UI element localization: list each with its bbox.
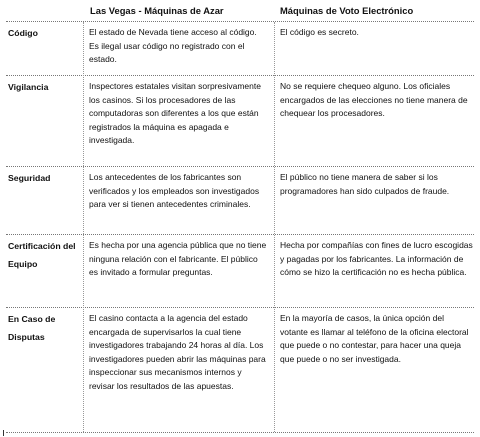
- cell-voting: No se requiere chequeo alguno. Los oficiales encargados de las elecciones no tiene manera de chequear los procesadores.: [280, 81, 468, 119]
- row-divider: [6, 234, 474, 235]
- cell-voting: El código es secreto.: [280, 27, 359, 37]
- row-label-vigilancia: Vigilancia: [8, 82, 49, 92]
- row-label-codigo: Código: [8, 28, 38, 38]
- row-label-seguridad: Seguridad: [8, 173, 51, 183]
- column-divider: [274, 22, 275, 432]
- cell-las-vegas: Los antecedentes de los fabricantes son verificados y los empleados son investigados para ver si tienen antecedentes criminales.: [89, 172, 260, 210]
- row-divider: [6, 166, 474, 167]
- row-divider: [6, 307, 474, 308]
- cell-las-vegas: El casino contacta a la agencia del estado encargada de supervisarlos la cual tiene investigadores trabajando 24 horas al día. Los investigadores pueden abrir las máquinas para inspeccionar sus mecanismos internos y revisar los resultados de las apuestas.: [89, 313, 266, 391]
- column-header-las-vegas: Las Vegas - Máquinas de Azar: [90, 5, 224, 16]
- row-divider: [6, 75, 474, 76]
- row-divider: [6, 21, 474, 22]
- cell-las-vegas: El estado de Nevada tiene acceso al código. Es ilegal usar código no registrado con el estado.: [89, 27, 257, 65]
- column-header-voting-machines: Máquinas de Voto Electrónico: [280, 5, 414, 16]
- column-divider: [83, 22, 84, 432]
- row-label-certificacion: Certificación del Equipo: [8, 241, 76, 269]
- cell-voting: En la mayoría de casos, la única opción del votante es llamar al teléfono de la oficina electoral que puede o no contestar, para hacer una queja que puede o no ser investigada.: [280, 313, 469, 364]
- cell-voting: El público no tiene manera de saber si los programadores han sido culpados de fraude.: [280, 172, 450, 196]
- cell-las-vegas: Inspectores estatales visitan sorpresivamente los casinos. Si los procesadores de las computadoras son diferentes a los que están registrados la máquina es apagada e investigada.: [89, 81, 261, 146]
- text-cursor: [3, 430, 4, 436]
- table-header: [0, 0, 480, 20]
- row-divider: [6, 432, 474, 433]
- cell-las-vegas: Es hecha por una agencia pública que no tiene ninguna relación con el fabricante. El público es invitado a formular preguntas.: [89, 240, 267, 278]
- cell-voting: Hecha por compañías con fines de lucro escogidas y pagadas por los fabricantes. La información de cómo se hizo la certificación no es hecha pública.: [280, 240, 473, 278]
- row-label-disputas: En Caso de Disputas: [8, 314, 56, 342]
